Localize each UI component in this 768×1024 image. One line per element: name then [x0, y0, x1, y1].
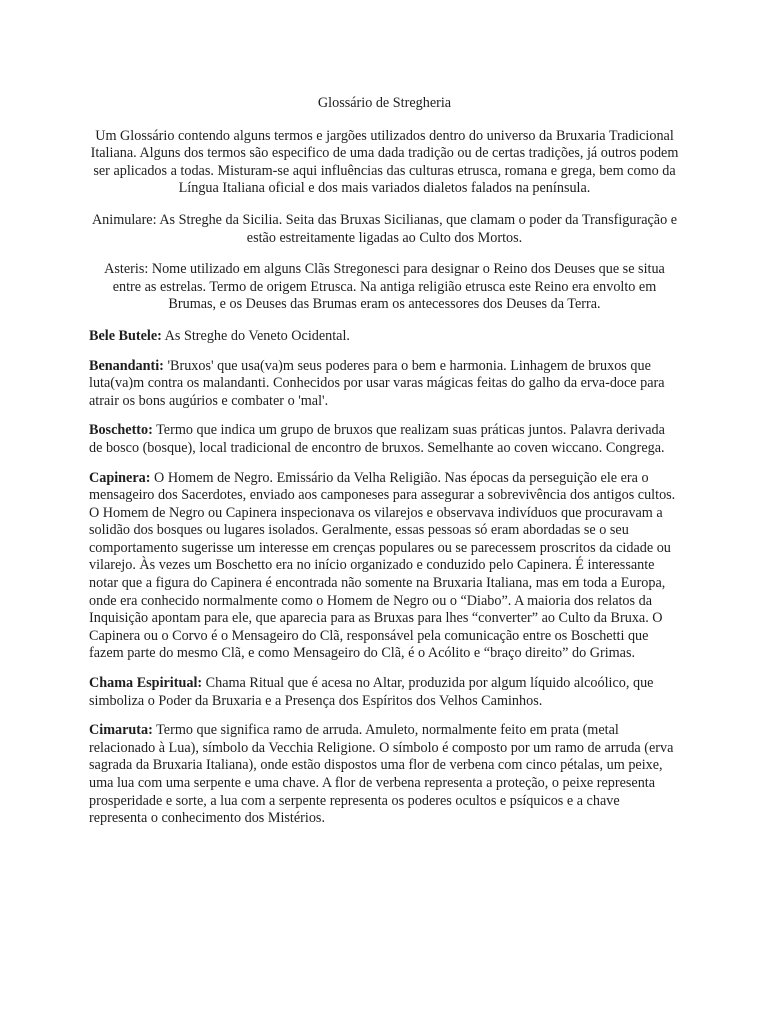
term-label: Capinera:: [89, 469, 151, 486]
intro-paragraph: Um Glossário contendo alguns termos e jargões utilizados dentro do universo da Bruxaria Tradicional Italiana. Alguns dos termos são especifico de uma dada tradição ou de certas tradições, já outros podem ser aplicados a todas. Misturam-se aqui influências das culturas etrusca, romana e grega, bem como da Língua Italiana oficial e dos mais variados dialetos falados na península.: [90, 127, 679, 197]
term-label: Chama Espiritual:: [89, 675, 203, 692]
term-label: Bele Butele:: [89, 327, 162, 344]
glossary-entry-capinera: [89, 470, 680, 664]
term-definition: Chama Ritual que é acesa no Altar, produzida por algum líquido alcoólico, que simboliza o Poder da Bruxaria e a Presença dos Espíritos dos Velhos Caminhos.: [89, 675, 654, 709]
term-label: Benandanti:: [89, 357, 164, 374]
glossary-entry-bele-butele: [89, 328, 680, 346]
term-label: Boschetto:: [89, 422, 153, 439]
glossary-entry-benandanti: [89, 358, 680, 411]
document-title: Glossário de Stregheria: [317, 95, 452, 111]
glossary-entry-chama-espiritual: [89, 675, 680, 710]
term-label: Cimaruta:: [89, 722, 153, 739]
glossary-entry-animulare: Animulare: As Streghe da Sicilia. Seita das Bruxas Sicilianas, que clamam o poder da Transfiguração e estão estreitamente ligadas ao Culto dos Mortos.: [91, 211, 678, 246]
term-definition: O Homem de Negro. Emissário da Velha Religião. Nas épocas da perseguição ele era o mensageiro dos Sacerdotes, enviado aos camponeses para assegurar a sobrevivência dos antigos cultos. O Homem de Negro ou Capinera inspecionava os vilarejos e observava indivíduos que procuravam a solidão dos bosques ou lugares isolados. Geralmente, essas pessoas só eram abordadas se o seu comportamento sugerisse um interesse em crenças populares ou se parecessem proscritos da cidade ou vilarejo. Às vezes um Boschetto era no início organizado e conduzido pelo Capinera. É interessante notar que a figura do Capinera é encontrada não somente na Bruxaria Italiana, mas em toda a Europa, onde era conhecido normalmente como o Homem de Negro ou o “Diabo”. A maioria dos relatos da Inquisição apontam para ele, que aparecia para as Bruxas para lhes “converter” ao Culto da Bruxa. O Capinera ou o Corvo é o Mensageiro do Clã, responsável pela comunicação entre os Boschetti que fazem parte do mesmo Clã, e como Mensageiro do Clã, é o Acólito e “braço direito” do Grimas.: [89, 469, 676, 662]
term-definition: As Streghe do Veneto Ocidental.: [161, 327, 350, 344]
glossary-entry-cimaruta: [89, 722, 680, 828]
glossary-entry-asteris: Asteris: Nome utilizado em alguns Clãs Stregonesci para designar o Reino dos Deuses que se situa entre as estrelas. Termo de origem Etrusca. Na antiga religião etrusca este Reino era envolto em Brumas, e os Deuses das Brumas eram os antecessores dos Deuses da Terra.: [104, 261, 665, 313]
term-definition: Termo que indica um grupo de bruxos que realizam suas práticas juntos. Palavra derivada de bosco (bosque), local tradicional de encontro de bruxos. Semelhante ao coven wiccano. Congrega.: [89, 422, 665, 456]
term-definition: Termo que significa ramo de arruda. Amuleto, normalmente feito em prata (metal relacionado à Lua), símbolo da Vecchia Religione. O símbolo é composto por um ramo de arruda (erva sagrada da Bruxaria Italiana), onde estão dispostos uma flor de verbena com cinco pétalas, um peixe, uma lua com uma serpente e uma chave. A flor de verbena representa a proteção, o peixe representa prosperidade e sorte, a lua com a serpente representa os poderes ocultos e psíquicos e a chave representa o conhecimento dos Mistérios.: [89, 722, 674, 827]
term-definition: 'Bruxos' que usa(va)m seus poderes para o bem e harmonia. Linhagem de bruxos que luta(va)m contra os malandanti. Conhecidos por usar varas mágicas feitas do galho da erva-doce para atrair os bons augúrios e combater o 'mal'.: [89, 357, 665, 409]
glossary-entry-boschetto: [89, 422, 680, 457]
document-page: [89, 95, 680, 840]
